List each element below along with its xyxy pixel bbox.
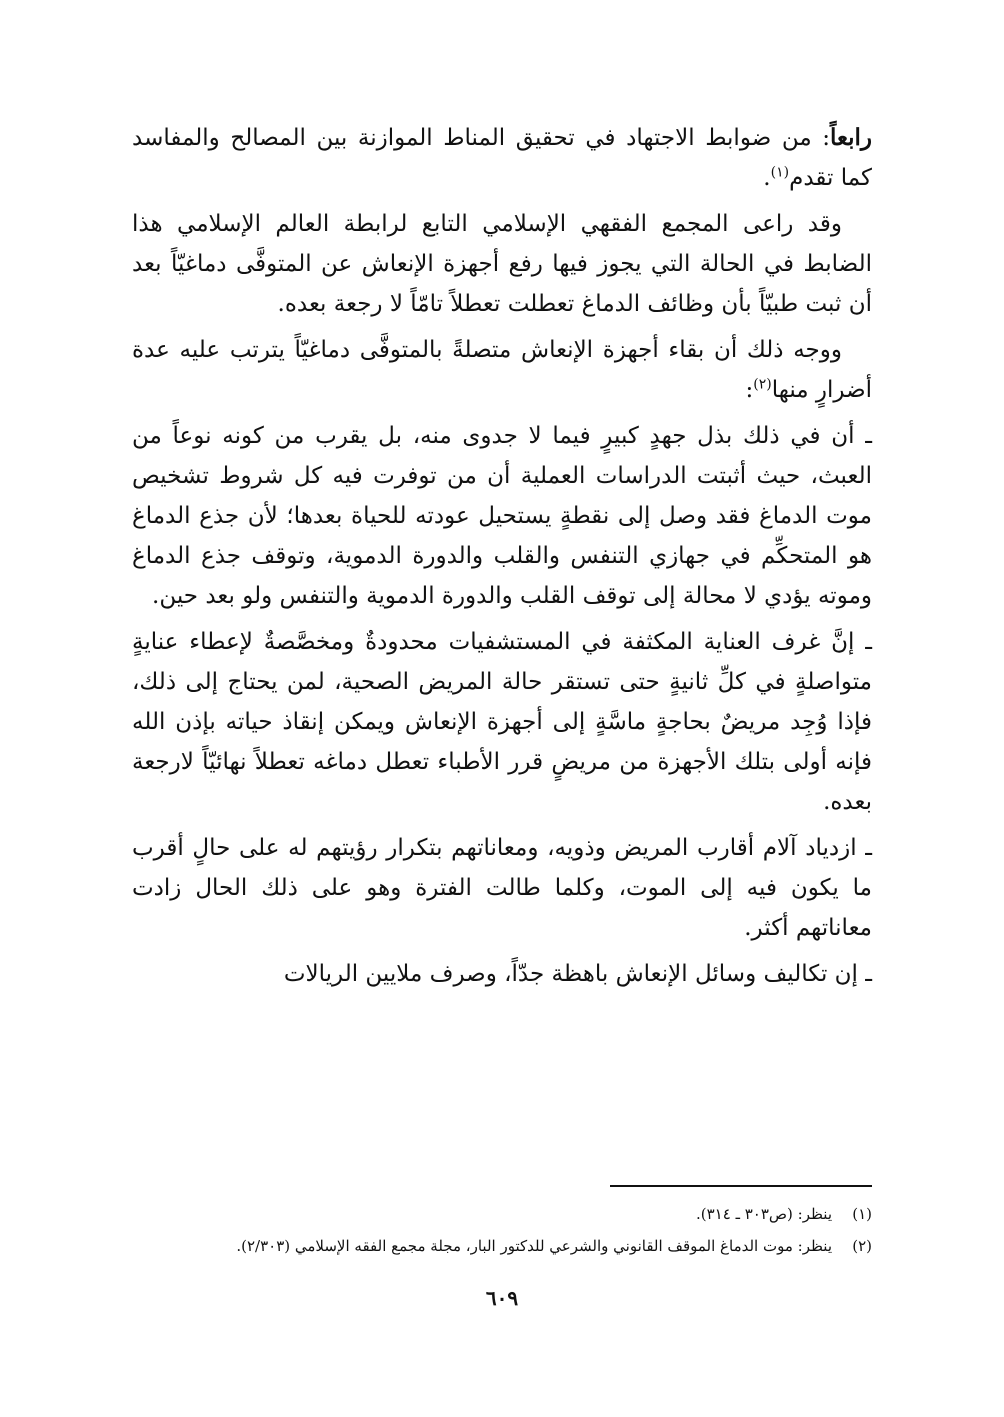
footnote-ref[interactable]: (١) bbox=[770, 164, 790, 181]
page-number: ٦٠٩ bbox=[485, 1286, 519, 1310]
footnote-separator bbox=[610, 1185, 872, 1187]
paragraph-lead: رابعاً bbox=[829, 124, 872, 151]
paragraph-text: ـ ازدياد آلام أقارب المريض وذويه، ومعاناتهم بتكرار رؤيتهم له على حالٍ أقرب ما يكون فيه إلى الموت، وكلما طالت الفترة وهو على ذلك الحال زادت معاناتهم أكثر. bbox=[132, 835, 872, 941]
paragraph-tail: : bbox=[745, 377, 754, 403]
paragraph-2 bbox=[132, 204, 872, 324]
paragraph-text: : من ضوابط الاجتهاد في تحقيق المناط الموازنة بين المصالح والمفاسد كما تقدم bbox=[132, 125, 872, 191]
footnote-2 bbox=[132, 1230, 872, 1262]
main-text bbox=[132, 118, 872, 1000]
paragraph-text: وقد راعى المجمع الفقهي الإسلامي التابع لرابطة العالم الإسلامي هذا الضابط في الحالة التي يجوز فيها رفع أجهزة الإنعاش عن المتوفَّى دماغيّاً بعد أن ثبت طبيّاً بأن وظائف الدماغ تعطلت تعطلاً تامّاً لا رجعة بعده. bbox=[132, 211, 872, 317]
paragraph-6 bbox=[132, 828, 872, 948]
paragraph-text: ـ أن في ذلك بذل جهدٍ كبيرٍ فيما لا جدوى منه، بل يقرب من كونه نوعاً من العبث، حيث أثبتت الدراسات العملية أن من توفرت فيه كل شروط تشخيص موت الدماغ فقد وصل إلى نقطةٍ يستحيل عودته للحياة بعدها؛ لأن جذع الدماغ هو المتحكِّم في جهازي التنفس والقلب والدورة الدموية، وتوقف جذع الدماغ وموته يؤدي لا محالة إلى توقف القلب والدورة الدموية والتنفس ولو بعد حين. bbox=[132, 423, 872, 609]
paragraph-1 bbox=[132, 118, 872, 198]
footnote-number: (١) bbox=[852, 1205, 872, 1223]
paragraph-text: ـ إنَّ غرف العناية المكثفة في المستشفيات محدودةٌ ومخصَّصةٌ لإعطاء عنايةٍ متواصلةٍ في كلِّ ثانيةٍ حتى تستقر حالة المريض الصحية، لمن يحتاج إلى ذلك، فإذا وُجِد مريضٌ بحاجةٍ ماسَّةٍ إلى أجهزة الإنعاش ويمكن إنقاذ حياته بإذن الله فإنه أولى بتلك الأجهزة من مريضٍ قرر الأطباء تعطل دماغه تعطلاً نهائيّاً لارجعة بعده. bbox=[132, 629, 872, 815]
footnotes bbox=[132, 1198, 872, 1262]
paragraph-4 bbox=[132, 416, 872, 616]
footnote-ref[interactable]: (٢) bbox=[753, 376, 772, 393]
paragraph-text: ـ إن تكاليف وسائل الإنعاش باهظة جدّاً، وصرف ملايين الريالات bbox=[283, 961, 872, 987]
paragraph-7 bbox=[132, 954, 872, 994]
footnote-text: ينظر: موت الدماغ الموقف القانوني والشرعي للدكتور البار، مجلة مجمع الفقه الإسلامي (٢/٣٠٣). bbox=[236, 1237, 832, 1255]
footnote-number: (٢) bbox=[852, 1237, 872, 1255]
paragraph-3 bbox=[132, 330, 872, 410]
footnote-1 bbox=[132, 1198, 872, 1230]
paragraph-text: ووجه ذلك أن بقاء أجهزة الإنعاش متصلةً بالمتوفَّى دماغيّاً يترتب عليه عدة أضرارٍ منها bbox=[132, 337, 872, 403]
paragraph-5 bbox=[132, 622, 872, 822]
footnote-text: ينظر: (ص٣٠٣ ـ ٣١٤). bbox=[696, 1205, 832, 1223]
paragraph-tail: . bbox=[763, 165, 771, 191]
